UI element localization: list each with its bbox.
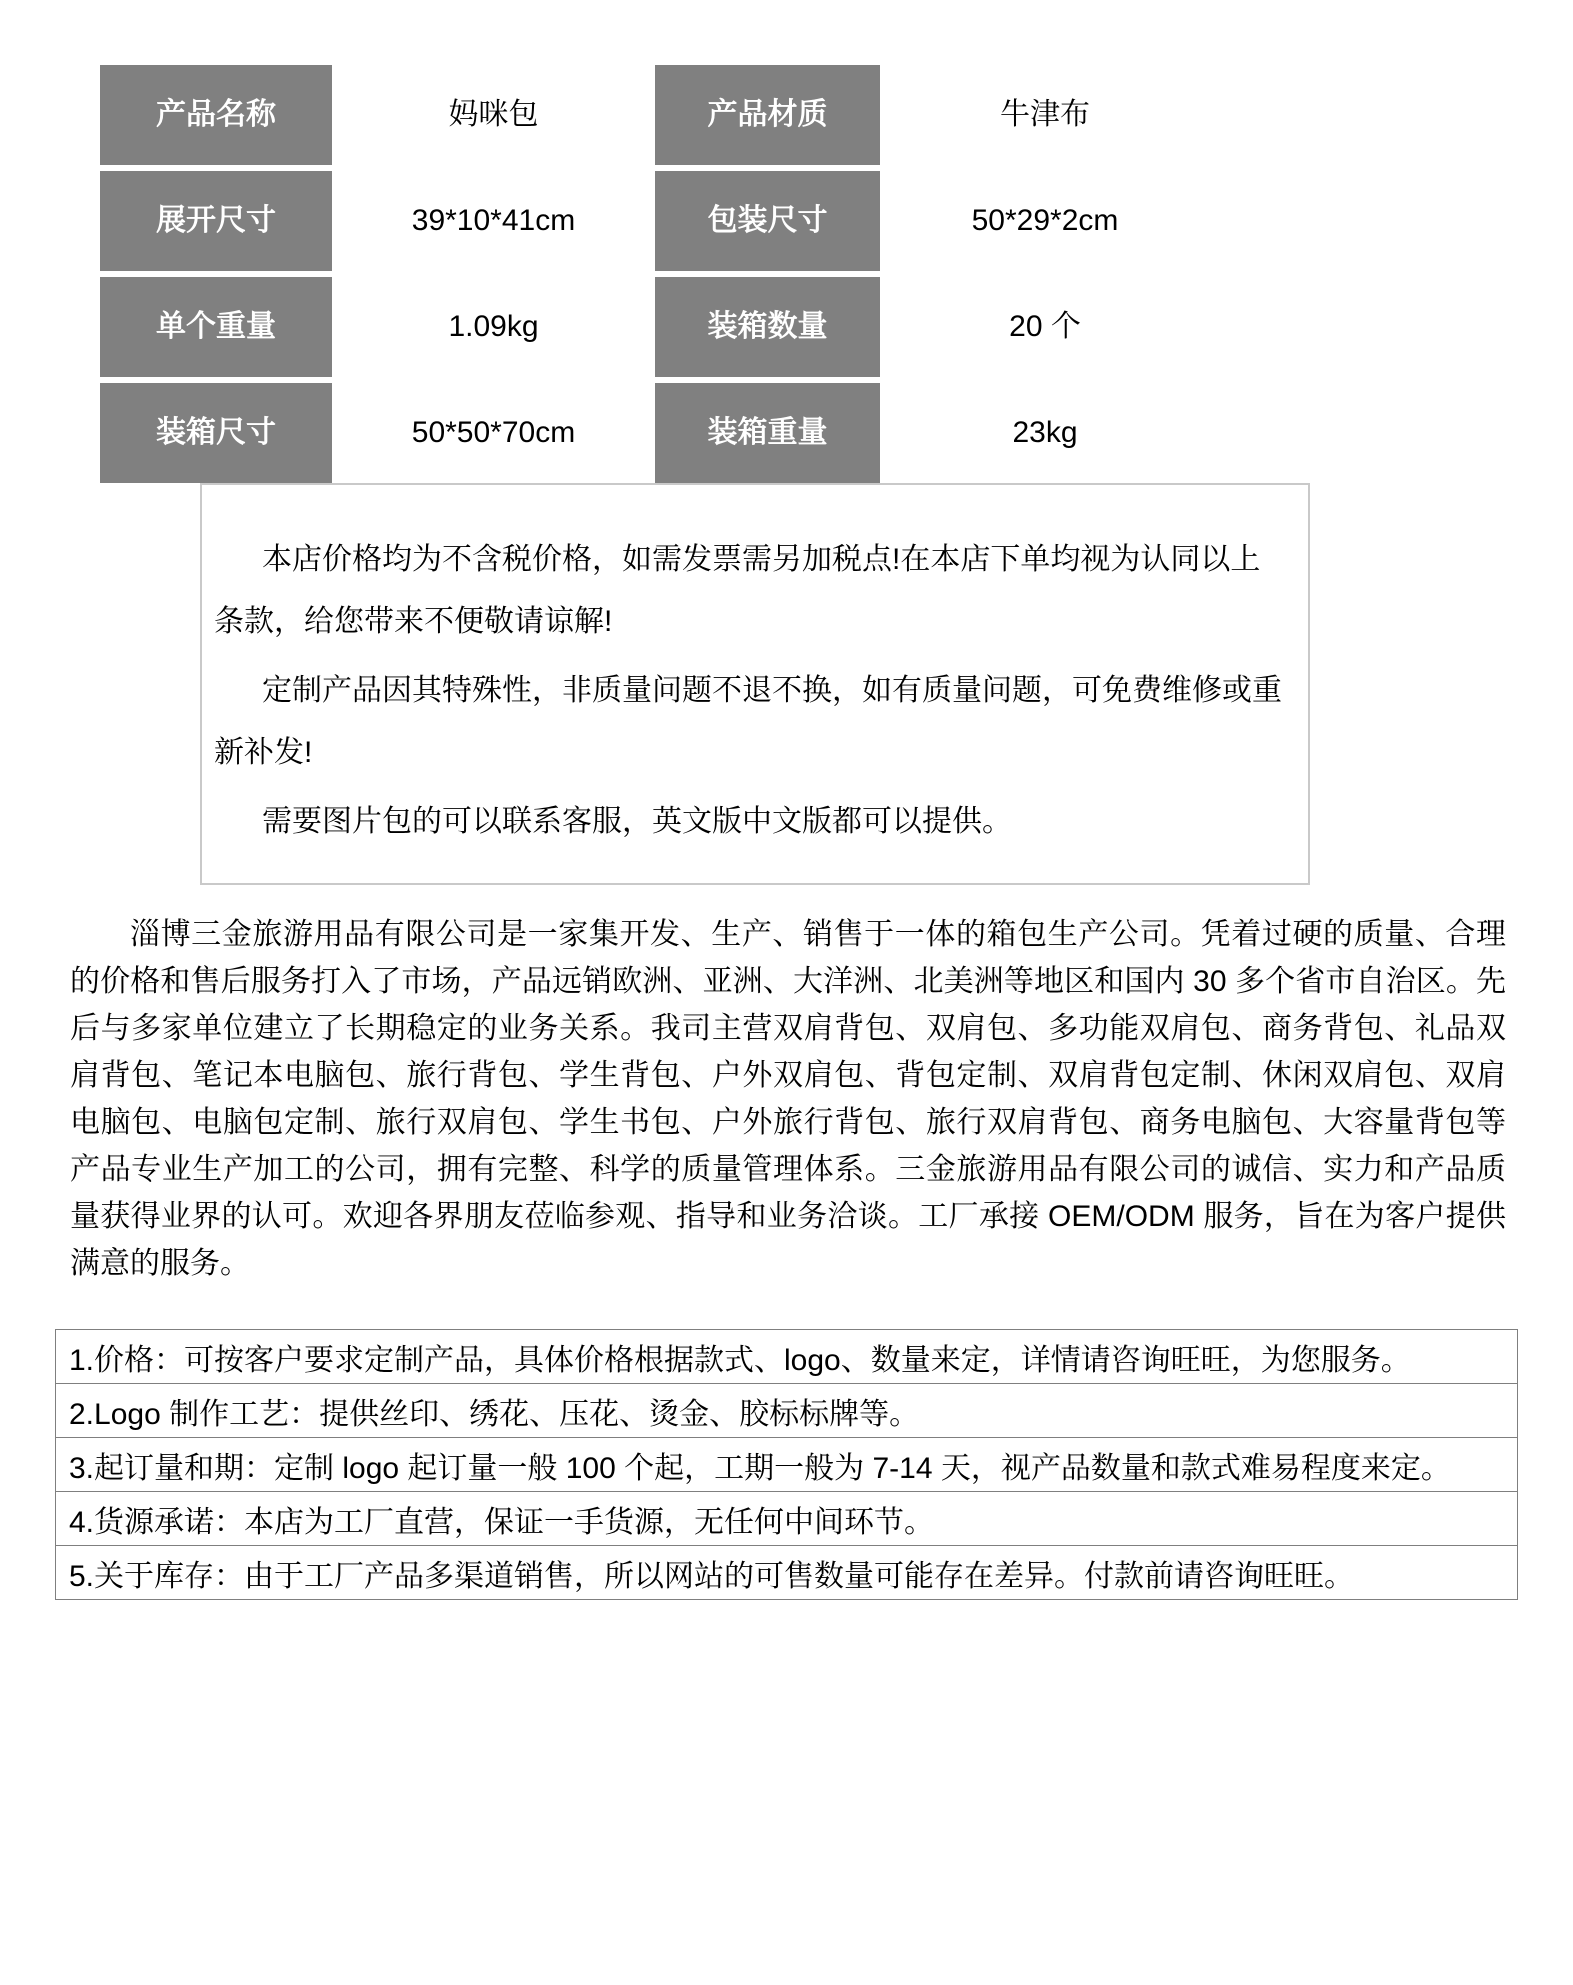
spec-label-unit-weight: 单个重量 [100,277,332,377]
terms-item-supply: 4.货源承诺：本店为工厂直营，保证一手货源，无任何中间环节。 [55,1491,1518,1546]
notice-paragraph-custom: 定制产品因其特殊性，非质量问题不退不换，如有质量问题，可免费维修或重新补发! [214,674,1282,769]
spec-value-product-name: 妈咪包 [332,65,655,165]
terms-list [55,1329,1518,1600]
spec-label-carton-size: 装箱尺寸 [100,383,332,483]
spec-value-unit-weight: 1.09kg [332,277,655,377]
spec-label-unfolded-size: 展开尺寸 [100,171,332,271]
spec-label-product-name: 产品名称 [100,65,332,165]
terms-item-price: 1.价格：可按客户要求定制产品，具体价格根据款式、logo、数量来定，详情请咨询旺旺，为您服务。 [55,1329,1518,1384]
spec-label-package-size: 包装尺寸 [655,171,880,271]
spec-label-carton-quantity: 装箱数量 [655,277,880,377]
terms-item-logo: 2.Logo 制作工艺：提供丝印、绣花、压花、烫金、胶标标牌等。 [55,1383,1518,1438]
spec-value-carton-size: 50*50*70cm [332,383,655,483]
spec-value-carton-quantity: 20 个 [880,277,1210,377]
product-detail-page [0,65,1573,1600]
notice-paragraph-tax: 本店价格均为不含税价格，如需发票需另加税点!在本店下单均视为认同以上条款，给您带来不便敬请谅解! [214,543,1261,638]
spec-label-carton-weight: 装箱重量 [655,383,880,483]
spec-value-material: 牛津布 [880,65,1210,165]
notice-paragraph-picture: 需要图片包的可以联系客服，英文版中文版都可以提供。 [262,805,1012,838]
spec-grid [100,65,1210,483]
terms-item-inventory: 5.关于库存：由于工厂产品多渠道销售，所以网站的可售数量可能存在差异。付款前请咨询旺旺。 [55,1545,1518,1600]
notice-box [200,483,1310,885]
spec-table [100,65,1282,885]
company-intro: 淄博三金旅游用品有限公司是一家集开发、生产、销售于一体的箱包生产公司。凭着过硬的质量、合理的价格和售后服务打入了市场，产品远销欧洲、亚洲、大洋洲、北美洲等地区和国内 30 多个省市自治区。先后与多家单位建立了长期稳定的业务关系。我司主营双肩背包、双肩包、多功能双肩包、商务背包、礼品双肩背包、笔记本电脑包、旅行背包、学生背包、户外双肩包、背包定制、双肩背包定制、休闲双肩包、双肩电脑包、电脑包定制、旅行双肩包、学生书包、户外旅行背包、旅行双肩背包、商务电脑包、大容量背包等产品专业生产加工的公司，拥有完整、科学的质量管理体系。三金旅游用品有限公司的诚信、实力和产品质量获得业界的认可。欢迎各界朋友莅临参观、指导和业务洽谈。工厂承接 OEM/ODM 服务，旨在为客户提供满意的服务。 [70,918,1506,1280]
spec-value-package-size: 50*29*2cm [880,171,1210,271]
spec-value-unfolded-size: 39*10*41cm [332,171,655,271]
spec-value-carton-weight: 23kg [880,383,1210,483]
spec-label-material: 产品材质 [655,65,880,165]
terms-item-moq: 3.起订量和期：定制 logo 起订量一般 100 个起，工期一般为 7-14 天，视产品数量和款式难易程度来定。 [55,1437,1518,1492]
